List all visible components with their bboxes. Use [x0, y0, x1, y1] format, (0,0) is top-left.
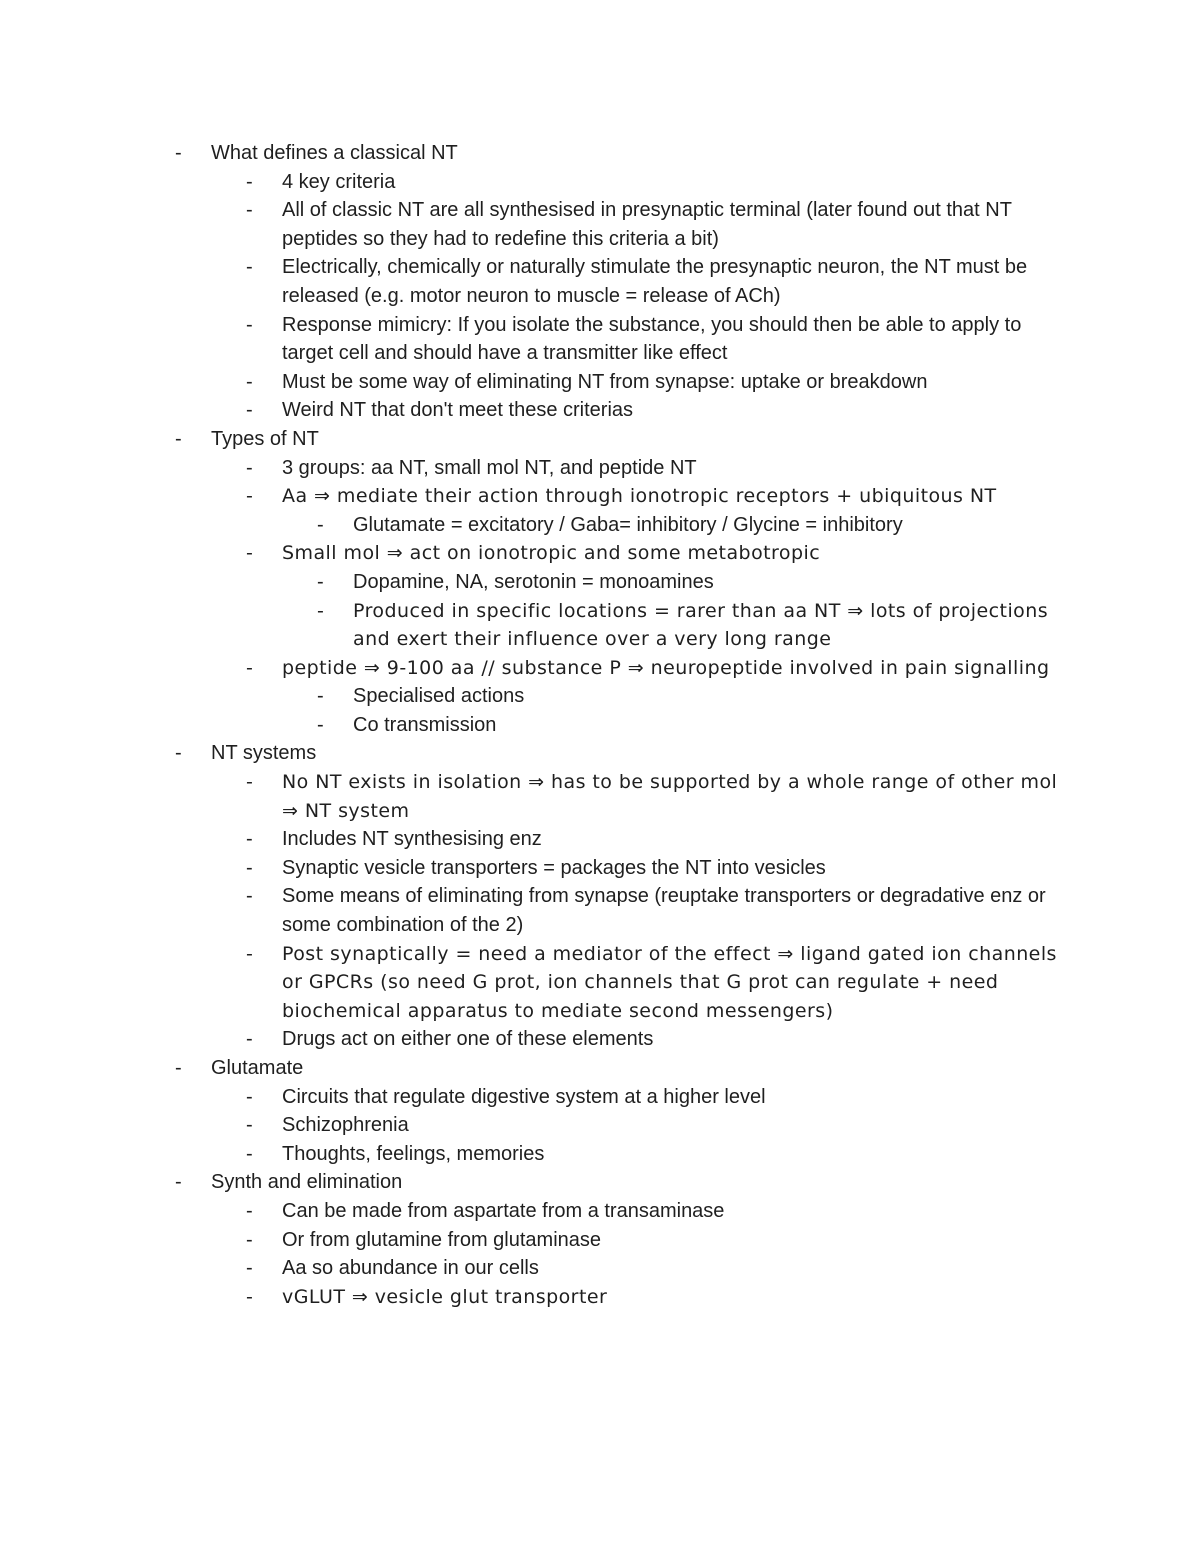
bullet-dash: -: [246, 885, 253, 908]
bullet-text: NT systems: [211, 742, 317, 765]
bullet-dash: -: [246, 456, 253, 479]
bullet-text: Glutamate: [211, 1057, 304, 1079]
bullet-dash: -: [246, 485, 254, 508]
bullet-item-level-1: [0, 396, 1067, 425]
bullet-text: Weird NT that don't meet these criterias: [282, 399, 634, 422]
bullet-text: Must be some way of eliminating NT from synapse: uptake or breakdown: [282, 370, 928, 393]
bullet-item-level-2: [0, 597, 1053, 654]
bullet-text: Synaptic vesicle transporters = packages the NT into vesicles: [282, 856, 826, 879]
bullet-item-level-1: [0, 1254, 1067, 1283]
bullet-text: Or from glutamine from glutaminase: [282, 1228, 602, 1251]
bullet-dash: -: [246, 856, 253, 879]
bullet-dash: -: [246, 942, 254, 965]
bullet-text: Dopamine, NA, serotonin = monoamines: [353, 570, 714, 593]
bullet-item-level-0: [0, 739, 1061, 768]
bullet-item-level-1: [0, 539, 1067, 568]
bullet-item-level-1: [0, 1025, 1067, 1054]
bullet-text: Includes NT synthesising enz: [282, 828, 542, 851]
bullet-dash: -: [175, 1171, 182, 1194]
bullet-dash: -: [317, 570, 324, 593]
bullet-dash: -: [317, 513, 324, 536]
bullet-text: What defines a classical NT: [211, 142, 458, 164]
bullet-text: Aa so abundance in our cells: [282, 1257, 539, 1280]
bullet-item-level-1: [0, 768, 1067, 825]
bullet-dash: -: [175, 742, 182, 765]
bullet-text: Aa ⇒ mediate their action through ionotropic receptors + ubiquitous NT: [282, 485, 997, 508]
bullet-item-level-1: [0, 1083, 1067, 1112]
bullet-text: Some means of eliminating from synapse (reuptake transporters or degradative enz or some combination of the 2): [282, 885, 1046, 937]
bullet-text: Synth and elimination: [211, 1171, 403, 1194]
bullet-text: Electrically, chemically or naturally stimulate the presynaptic neuron, the NT must be released (e.g. motor neuron to muscle = release of ACh): [282, 256, 1028, 307]
bullet-item-level-0: [0, 1168, 1061, 1197]
bullet-item-level-1: [0, 825, 1067, 854]
bullet-item-level-1: [0, 854, 1067, 883]
bullet-item-level-1: [0, 196, 1067, 253]
bullet-item-level-1: [0, 1197, 1067, 1226]
bullet-text: Glutamate = excitatory / Gaba= inhibitory / Glycine = inhibitory: [353, 513, 903, 536]
bullet-item-level-0: [0, 1054, 1061, 1083]
bullet-item-level-0: [0, 139, 1061, 168]
bullet-item-level-2: [0, 511, 1053, 540]
bullet-text: Thoughts, feelings, memories: [282, 1142, 545, 1165]
bullet-item-level-1: [0, 654, 1067, 683]
bullet-item-level-1: [0, 1140, 1067, 1169]
bullet-item-level-1: [0, 1111, 1067, 1140]
bullet-dash: -: [246, 170, 253, 193]
bullet-dash: -: [175, 142, 182, 164]
bullet-dash: -: [246, 656, 254, 679]
bullet-item-level-1: [0, 1226, 1067, 1255]
bullet-text: Drugs act on either one of these elements: [282, 1028, 654, 1051]
bullet-dash: -: [246, 199, 253, 222]
bullet-dash: -: [246, 828, 253, 851]
bullet-text: Response mimicry: If you isolate the substance, you should then be able to apply to target cell and should have a transmitter like effect: [282, 313, 1022, 365]
bullet-dash: -: [175, 427, 182, 450]
bullet-text: All of classic NT are all synthesised in presynaptic terminal (later found out that NT peptides so they had to redefine this criteria a bit): [282, 199, 1012, 250]
bullet-dash: -: [246, 1285, 254, 1308]
bullet-item-level-2: [0, 711, 1053, 740]
bullet-dash: -: [246, 370, 253, 393]
bullet-item-level-1: [0, 368, 1067, 397]
bullet-dash: -: [246, 1142, 253, 1165]
bullet-dash: -: [246, 313, 253, 336]
bullet-item-level-1: [0, 311, 1067, 368]
bullet-dash: -: [317, 713, 324, 736]
bullet-item-level-0: [0, 425, 1061, 454]
bullet-item-level-1: [0, 1283, 1067, 1312]
bullet-text: vGLUT ⇒ vesicle glut transporter: [282, 1285, 608, 1308]
bullet-dash: -: [246, 1199, 253, 1222]
bullet-dash: -: [317, 685, 324, 708]
bullet-text: 4 key criteria: [282, 170, 396, 193]
bullet-dash: -: [246, 399, 253, 422]
bullet-text: No NT exists in isolation ⇒ has to be supported by a whole range of other mol ⇒ NT system: [282, 771, 1058, 822]
bullet-text: Schizophrenia: [282, 1114, 409, 1137]
notes-document: [0, 139, 1200, 1311]
bullet-dash: -: [246, 256, 253, 279]
bullet-item-level-1: [0, 168, 1067, 197]
bullet-text: 3 groups: aa NT, small mol NT, and peptide NT: [282, 456, 697, 479]
bullet-dash: -: [246, 771, 254, 794]
bullet-item-level-1: [0, 882, 1067, 939]
bullet-item-level-2: [0, 682, 1053, 711]
bullet-dash: -: [246, 1114, 253, 1137]
bullet-dash: -: [317, 599, 325, 622]
bullet-dash: -: [246, 1028, 253, 1051]
bullet-text: Co transmission: [353, 713, 497, 736]
bullet-item-level-1: [0, 482, 1067, 511]
bullet-text: peptide ⇒ 9-100 aa // substance P ⇒ neuropeptide involved in pain signalling: [282, 656, 1050, 679]
bullet-text: Types of NT: [211, 427, 319, 450]
bullet-dash: -: [175, 1057, 182, 1079]
bullet-item-level-1: [0, 253, 1067, 310]
bullet-text: Produced in specific locations = rarer than aa NT ⇒ lots of projections and exert their influence over a very long range: [353, 599, 1049, 651]
bullet-text: Specialised actions: [353, 685, 525, 708]
bullet-text: Post synaptically = need a mediator of the effect ⇒ ligand gated ion channels or GPCRs (so need G prot, ion channels that G prot can regulate + need biochemical apparatus to mediate second messengers): [282, 942, 1057, 1022]
bullet-text: Can be made from aspartate from a transaminase: [282, 1199, 725, 1222]
bullet-item-level-1: [0, 454, 1067, 483]
bullet-item-level-1: [0, 940, 1067, 1026]
bullet-dash: -: [246, 1228, 253, 1251]
bullet-text: Small mol ⇒ act on ionotropic and some metabotropic: [282, 542, 821, 565]
bullet-dash: -: [246, 1257, 253, 1280]
bullet-text: Circuits that regulate digestive system at a higher level: [282, 1085, 766, 1108]
bullet-item-level-2: [0, 568, 1053, 597]
bullet-dash: -: [246, 1085, 253, 1108]
bullet-dash: -: [246, 542, 254, 565]
